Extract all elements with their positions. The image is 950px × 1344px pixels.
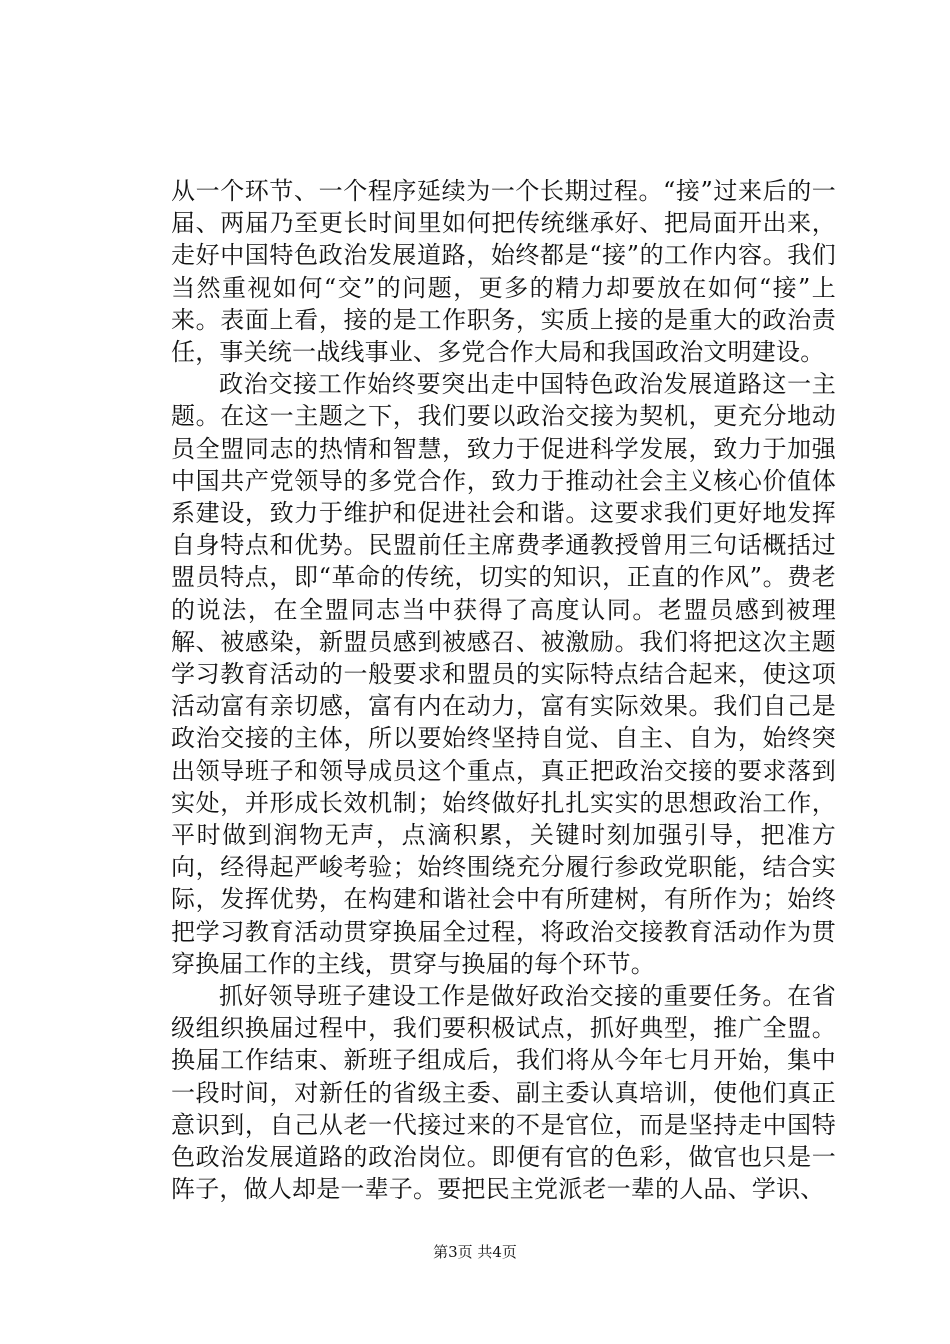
paragraph-3: 抓好领导班子建设工作是做好政治交接的重要任务。在省级组织换届过程中，我们要积极试点，抓好典型，推广全盟。换届工作结束、新班子组成后，我们将从今年七月开始，集中一段时间，对新任的省级主委、副主委认真培训，使他们真正意识到，自己从老一代接过来的不是官位，而是坚持走中国特色政治发展道路的政治岗位。即便有官的色彩，做官也只是一阵子，做人却是一辈子。要把民主党派老一辈的人品、学识、 [171, 982, 836, 1204]
paragraph-1: 从一个环节、一个程序延续为一个长期过程。“接”过来后的一届、两届乃至更长时间里如何把传统继承好、把局面开出来，走好中国特色政治发展道路，始终都是“接”的工作内容。我们当然重视如何“交”的问题，更多的精力却要放在如何“接”上来。表面上看，接的是工作职务，实质上接的是重大的政治责任，事关统一战线事业、多党合作大局和我国政治文明建设。 [171, 177, 836, 367]
paragraph-2: 政治交接工作始终要突出走中国特色政治发展道路这一主题。在这一主题之下，我们要以政治交接为契机，更充分地动员全盟同志的热情和智慧，致力于促进科学发展，致力于加强中国共产党领导的多党合作，致力于推动社会主义核心价值体系建设，致力于维护和促进社会和谐。这要求我们更好地发挥自身特点和优势。民盟前任主席费孝通教授曾用三句话概括过盟员特点，即“革命的传统，切实的知识，正直的作风”。费老的说法，在全盟同志当中获得了高度认同。老盟员感到被理解、被感染，新盟员感到被感召、被激励。我们将把这次主题学习教育活动的一般要求和盟员的实际特点结合起来，使这项活动富有亲切感，富有内在动力，富有实际效果。我们自己是政治交接的主体，所以要始终坚持自觉、自主、自为，始终突出领导班子和领导成员这个重点，真正把政治交接的要求落到实处，并形成长效机制；始终做好扎扎实实的思想政治工作，平时做到润物无声，点滴积累，关键时刻加强引导，把准方向，经得起严峻考验；始终围绕充分履行参政党职能，结合实际，发挥优势，在构建和谐社会中有所建树，有所作为；始终把学习教育活动贯穿换届全过程，将政治交接教育活动作为贯穿换届工作的主线，贯穿与换届的每个环节。 [171, 370, 836, 978]
document-body [171, 175, 836, 1206]
page-footer: 第3页 共4页 [433, 1243, 517, 1261]
